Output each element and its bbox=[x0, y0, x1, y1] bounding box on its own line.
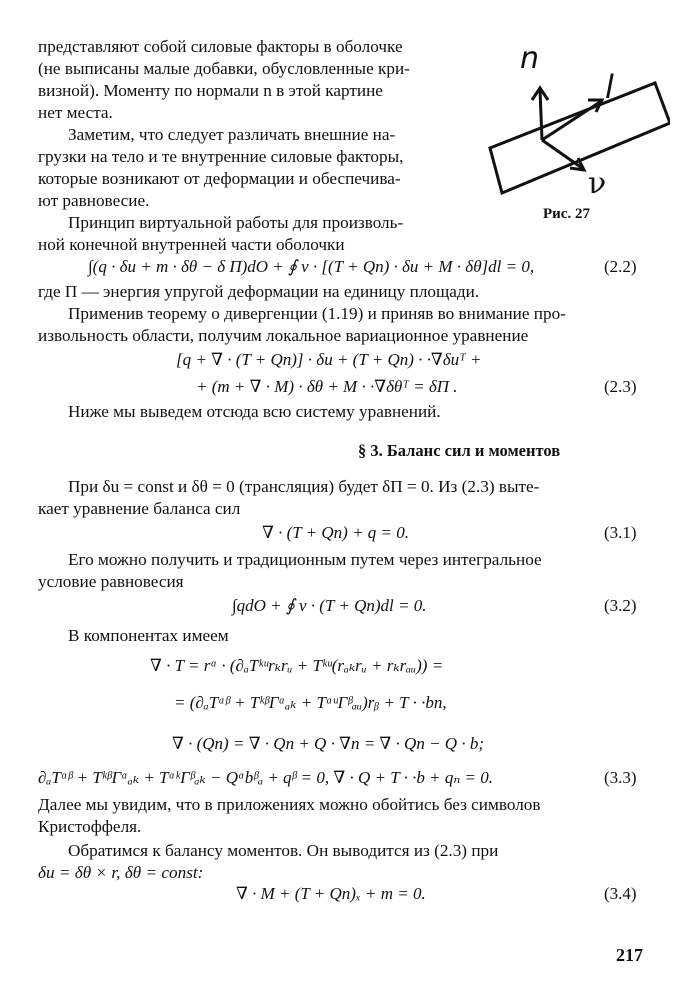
equation-3-4: ∇ · M + (T + Qn)ₓ + m = 0. bbox=[236, 884, 426, 903]
figure-caption: Рис. 27 bbox=[543, 206, 590, 222]
text-line: грузки на тело и те внутренние силовые факторы, bbox=[38, 147, 404, 166]
equation-3-3: ∂ₐTᵅᵝ + TᵏᵝΓᵅₐₖ + TᵅᵏΓᵝₐₖ − Qᵅbᵝₐ + qᵝ = 0, ∇ · Q + T · ·b + qₙ = 0. bbox=[38, 768, 493, 787]
text-line: В компонентах имеем bbox=[68, 626, 229, 645]
equation-number: (3.2) bbox=[604, 596, 637, 615]
equation-number: (3.1) bbox=[604, 523, 637, 542]
text-line: ют равновесие. bbox=[38, 191, 150, 210]
equation-component-3: ∇ · (Qn) = ∇ · Qn + Q · ∇n = ∇ · Qn − Q · b; bbox=[172, 734, 484, 753]
equation-2-3-line2: + (m + ∇ · M) · δθ + M · ·∇δθᵀ = δΠ . bbox=[196, 377, 458, 396]
text-line: Далее мы увидим, что в приложениях можно обойтись без символов bbox=[38, 795, 541, 814]
text-line: δu = δθ × r, δθ = const: bbox=[38, 863, 204, 882]
section-heading: § 3. Баланс сил и моментов bbox=[358, 441, 561, 460]
equation-number: (3.3) bbox=[604, 768, 637, 787]
text-line: ной конечной внутренней части оболочки bbox=[38, 235, 345, 254]
text-line: Обратимся к балансу моментов. Он выводится из (2.3) при bbox=[68, 841, 499, 860]
text-line: где Π — энергия упругой деформации на единицу площади. bbox=[38, 282, 480, 301]
label-nu: ν bbox=[588, 166, 607, 201]
text-line: представляют собой силовые факторы в оболочке bbox=[38, 37, 403, 56]
label-n: n bbox=[520, 41, 540, 76]
text-line: которые возникают от деформации и обеспечива- bbox=[38, 169, 401, 188]
label-l: l bbox=[605, 68, 614, 106]
tangent-arrow bbox=[542, 102, 600, 140]
text-line: Кристоффеля. bbox=[38, 817, 142, 836]
equation-component-1: ∇ · T = rᵅ · (∂ₐTᵏᵘrₖrᵤ + Tᵏᵘ(rₐₖrᵤ + rₖrₐᵤ)) = bbox=[150, 656, 444, 675]
text-line: Принцип виртуальной работы для произволь- bbox=[68, 213, 404, 232]
equation-component-2: = (∂ₐTᵅᵝ + TᵏᵝΓᵅₐₖ + TᵅᵘΓᵝₐᵤ)rᵦ + T · ·bn, bbox=[174, 693, 447, 712]
text-line: извольность области, получим локальное вариационное уравнение bbox=[38, 326, 529, 345]
text-line: Ниже мы выведем отсюда всю систему уравнений. bbox=[68, 402, 441, 421]
text-line: нет места. bbox=[38, 103, 113, 122]
equation-number: (2.3) bbox=[604, 377, 637, 396]
text-line: Применив теорему о дивергенции (1.19) и приняв во внимание про- bbox=[68, 304, 566, 323]
normal-arrow bbox=[540, 90, 542, 140]
conormal-arrow bbox=[542, 140, 582, 168]
equation-3-2: ∫qdO + ∮ ν · (T + Qn)dl = 0. bbox=[232, 596, 427, 615]
equation-3-1: ∇ · (T + Qn) + q = 0. bbox=[262, 523, 410, 542]
text-line: условие равновесия bbox=[38, 572, 184, 591]
text-line: (не выписаны малые добавки, обусловленные кри- bbox=[38, 59, 410, 78]
equation-number: (2.2) bbox=[604, 257, 637, 276]
text-line: Заметим, что следует различать внешние на- bbox=[68, 125, 396, 144]
text-line: Его можно получить и традиционным путем через интегральное bbox=[68, 550, 542, 569]
shell-strip-shape bbox=[490, 83, 670, 193]
text-line: кает уравнение баланса сил bbox=[38, 499, 241, 518]
figure-shell-normals bbox=[470, 28, 670, 213]
text-line: При δu = const и δθ = 0 (трансляция) будет δΠ = 0. Из (2.3) выте- bbox=[68, 477, 540, 496]
equation-number: (3.4) bbox=[604, 884, 637, 903]
page-number: 217 bbox=[616, 945, 643, 965]
equation-2-2: ∫(q · δu + m · δθ − δ Π)dO + ∮ ν · [(T + Qn) · δu + M · δθ]dl = 0, bbox=[88, 257, 535, 276]
equation-2-3-line1: [q + ∇ · (T + Qn)] · δu + (T + Qn) · ·∇δuᵀ + bbox=[176, 350, 482, 369]
text-line: визной). Моменту по нормали n в этой картине bbox=[38, 81, 383, 100]
